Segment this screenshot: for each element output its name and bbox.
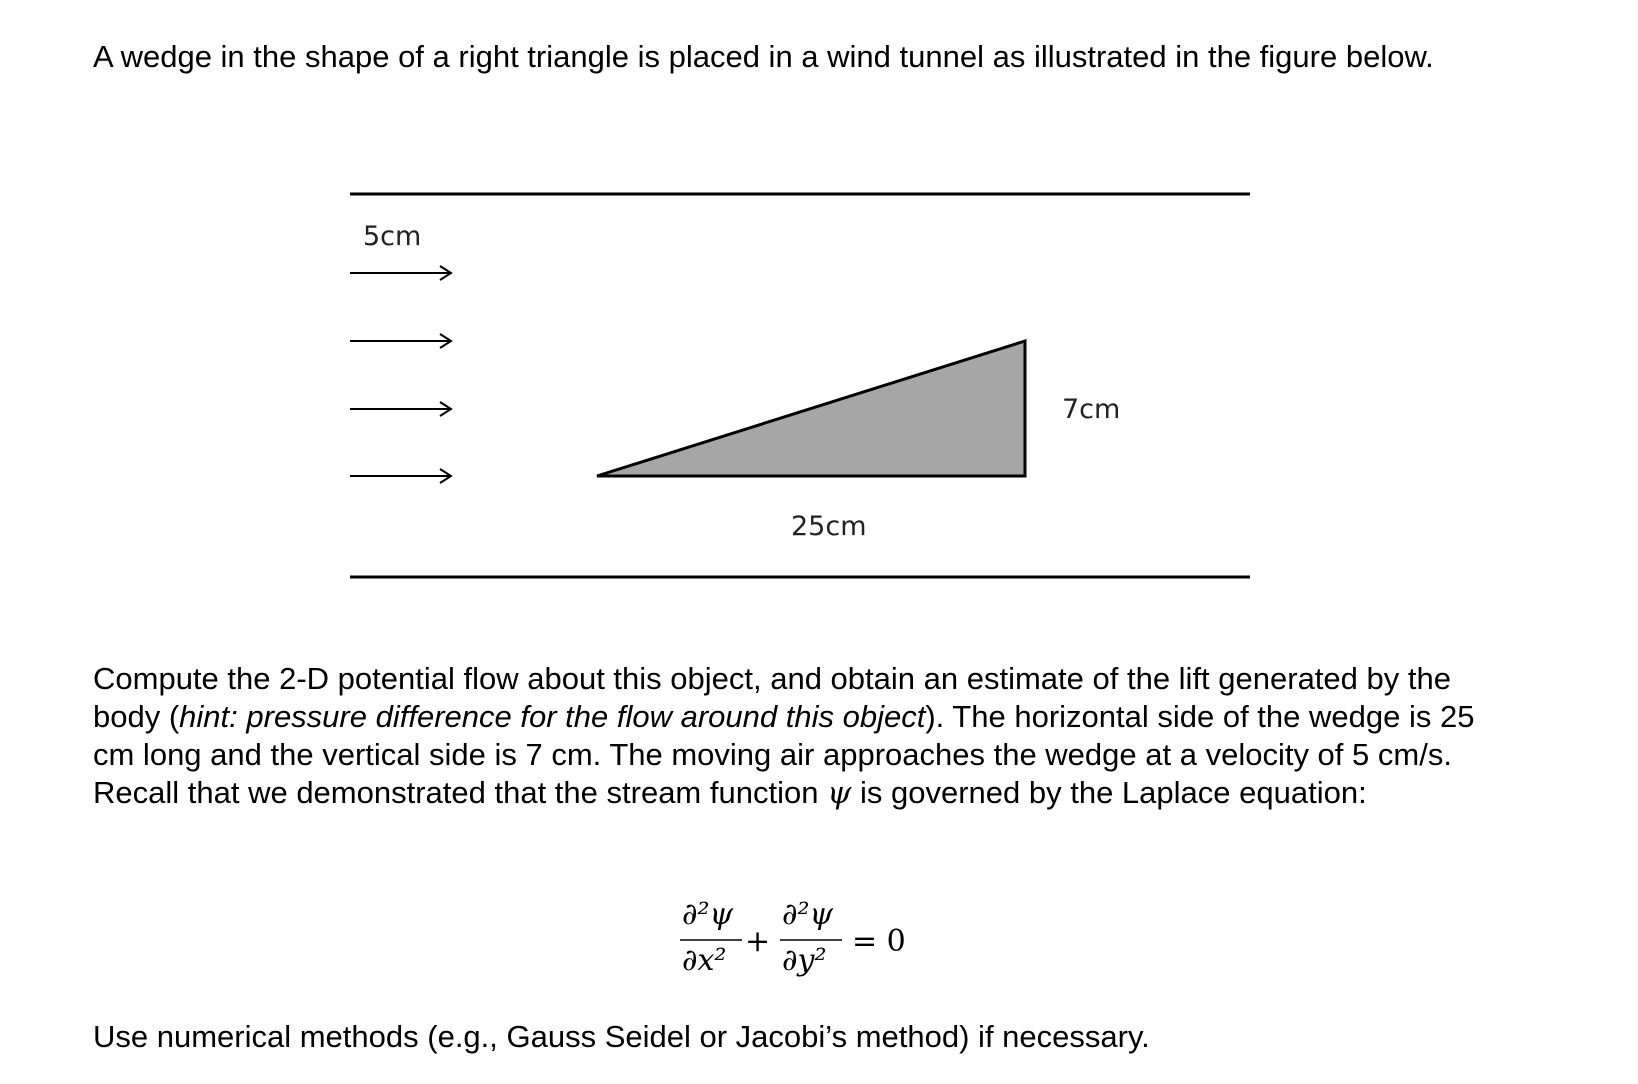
flow-arrow [350,334,451,348]
intro-paragraph: A wedge in the shape of a right triangle is placed in a wind tunnel as illustrated in the figure below. [93,39,1434,74]
inlet-velocity-label: 5cm [363,221,422,252]
problem-text-part3: is governed by the Laplace equation: [851,775,1367,810]
numerical-methods-note: Use numerical methods (e.g., Gauss Seidel or Jacobi’s method) if necessary. [93,1019,1150,1054]
equation-denominator-1: ∂x² [682,943,727,978]
equation-rhs: = 0 [852,924,906,959]
laplace-equation [680,897,906,978]
flow-arrow [350,469,451,483]
equation-numerator-1: ∂²ψ [682,897,734,932]
problem-text-part1: Compute the 2-D potential flow about this object, and obtain an estimate of the lift generated by the body ( [93,661,1451,734]
equation-numerator-2: ∂²ψ [782,897,834,932]
wedge-base-label: 25cm [791,511,867,542]
equation-plus: + [745,924,771,959]
wedge-height-label: 7cm [1062,394,1121,425]
problem-text-part2: ). The horizontal side of the wedge is 25 cm long and the vertical side is 7 cm. The moving air approaches the wedge at a velocity of 5 cm/s. Recall that we demonstrated that the stream function [93,699,1475,810]
problem-paragraph [93,660,1513,812]
wedge-triangle [597,341,1025,476]
flow-arrow [350,266,451,280]
flow-arrow [350,402,451,416]
equation-denominator-2: ∂y² [782,943,827,978]
psi-symbol: ψ [827,775,852,811]
hint-text: hint: pressure difference for the flow around this object [179,699,926,734]
